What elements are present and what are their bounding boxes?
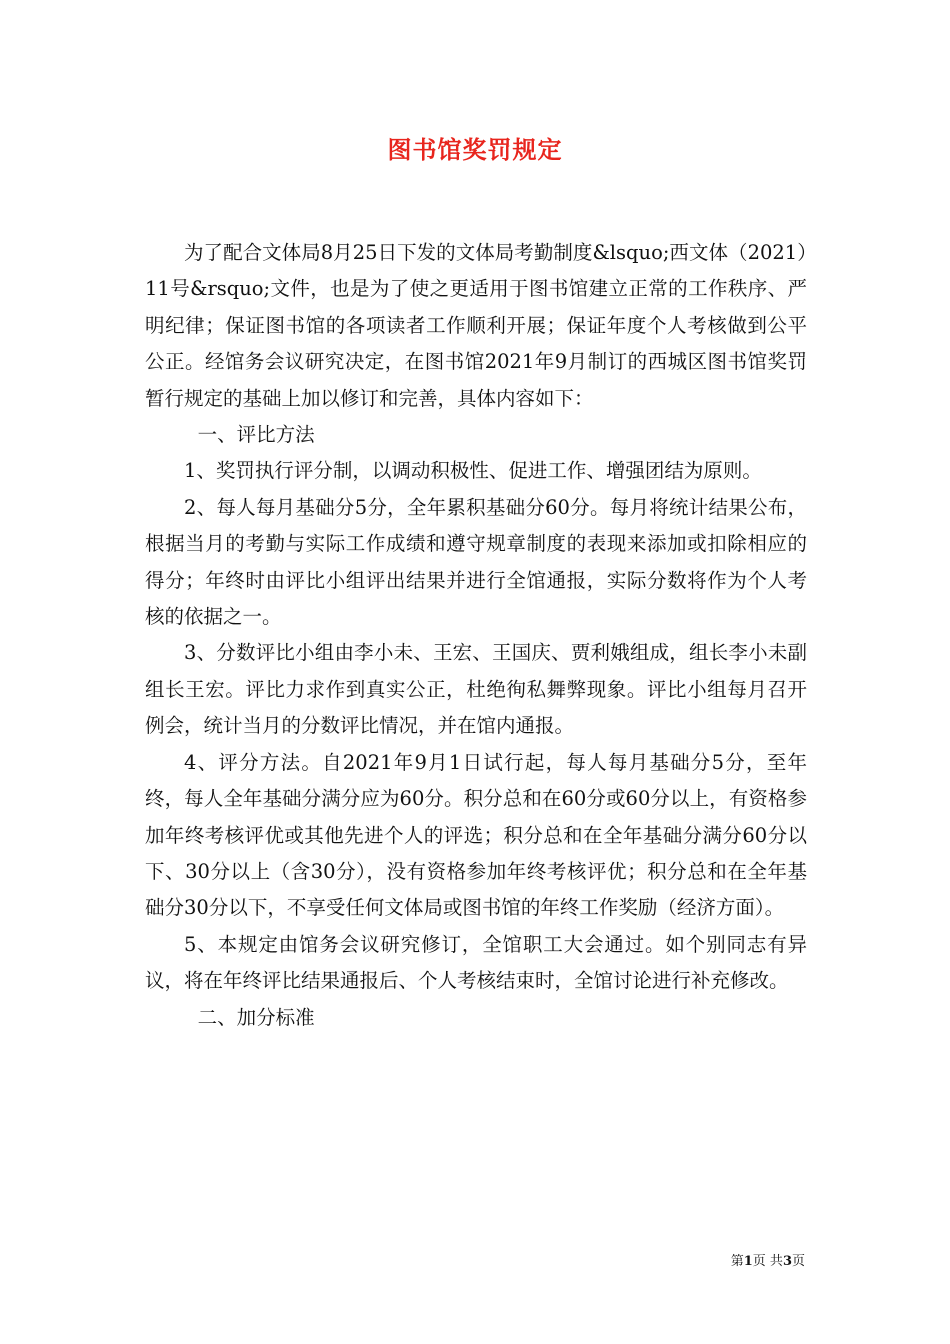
footer-current-page: 1 <box>743 1254 753 1269</box>
paragraph-item-5: 5、本规定由馆务会议研究修订，全馆职工大会通过。如个别同志有异议，将在年终评比结果通报后、个人考核结束时，全馆讨论进行补充修改。 <box>145 932 807 993</box>
footer-suffix: 页 <box>791 1254 805 1269</box>
footer-prefix: 第 <box>730 1254 744 1269</box>
paragraph-intro: 为了配合文体局8月25日下发的文体局考勤制度&lsquo;西文体（2021）11号&rsquo;文件，也是为了使之更适用于图书馆建立正常的工作秩序、严明纪律；保证图书馆的各项读者工作顺利开展；保证年度个人考核做到公平公正。经馆务会议研究决定，在图书馆2021年9月制订的西城区图书馆奖罚暂行规定的基础上加以修订和完善，具体内容如下： <box>145 241 807 410</box>
paragraph-item-3: 3、分数评比小组由李小未、王宏、王国庆、贾利娥组成，组长李小未副组长王宏。评比力求作到真实公正，杜绝徇私舞弊现象。评比小组每月召开例会，统计当月的分数评比情况，并在馆内通报。 <box>145 641 807 738</box>
page-number-footer <box>731 1250 805 1269</box>
document-body <box>145 235 807 1036</box>
footer-middle: 页 共 <box>752 1254 783 1269</box>
paragraph-item-4: 4、评分方法。自2021年9月1日试行起，每人每月基础分5分，至年终，每人全年基础分满分应为60分。积分总和在60分或60分以上，有资格参加年终考核评优或其他先进个人的评选；积分总和在全年基础分满分60分以下、30分以上（含30分），没有资格参加年终考核评优；积分总和在全年基础分30分以下，不享受任何文体局或图书馆的年终工作奖励（经济方面）。 <box>145 750 807 920</box>
footer-total-pages: 3 <box>782 1254 792 1269</box>
section-heading-evaluation-method: 一、评比方法 <box>197 423 315 447</box>
page-title: 图书馆奖罚规定 <box>387 136 563 164</box>
paragraph-item-1: 1、奖罚执行评分制，以调动积极性、促进工作、增强团结为原则。 <box>184 459 762 483</box>
section-heading-bonus-standard: 二、加分标准 <box>197 1005 315 1029</box>
paragraph-item-2: 2、每人每月基础分5分，全年累积基础分60分。每月将统计结果公布，根据当月的考勤与实际工作成绩和遵守规章制度的表现来添加或扣除相应的得分；年终时由评比小组评出结果并进行全馆通报，实际分数将作为个人考核的依据之一。 <box>145 495 807 629</box>
